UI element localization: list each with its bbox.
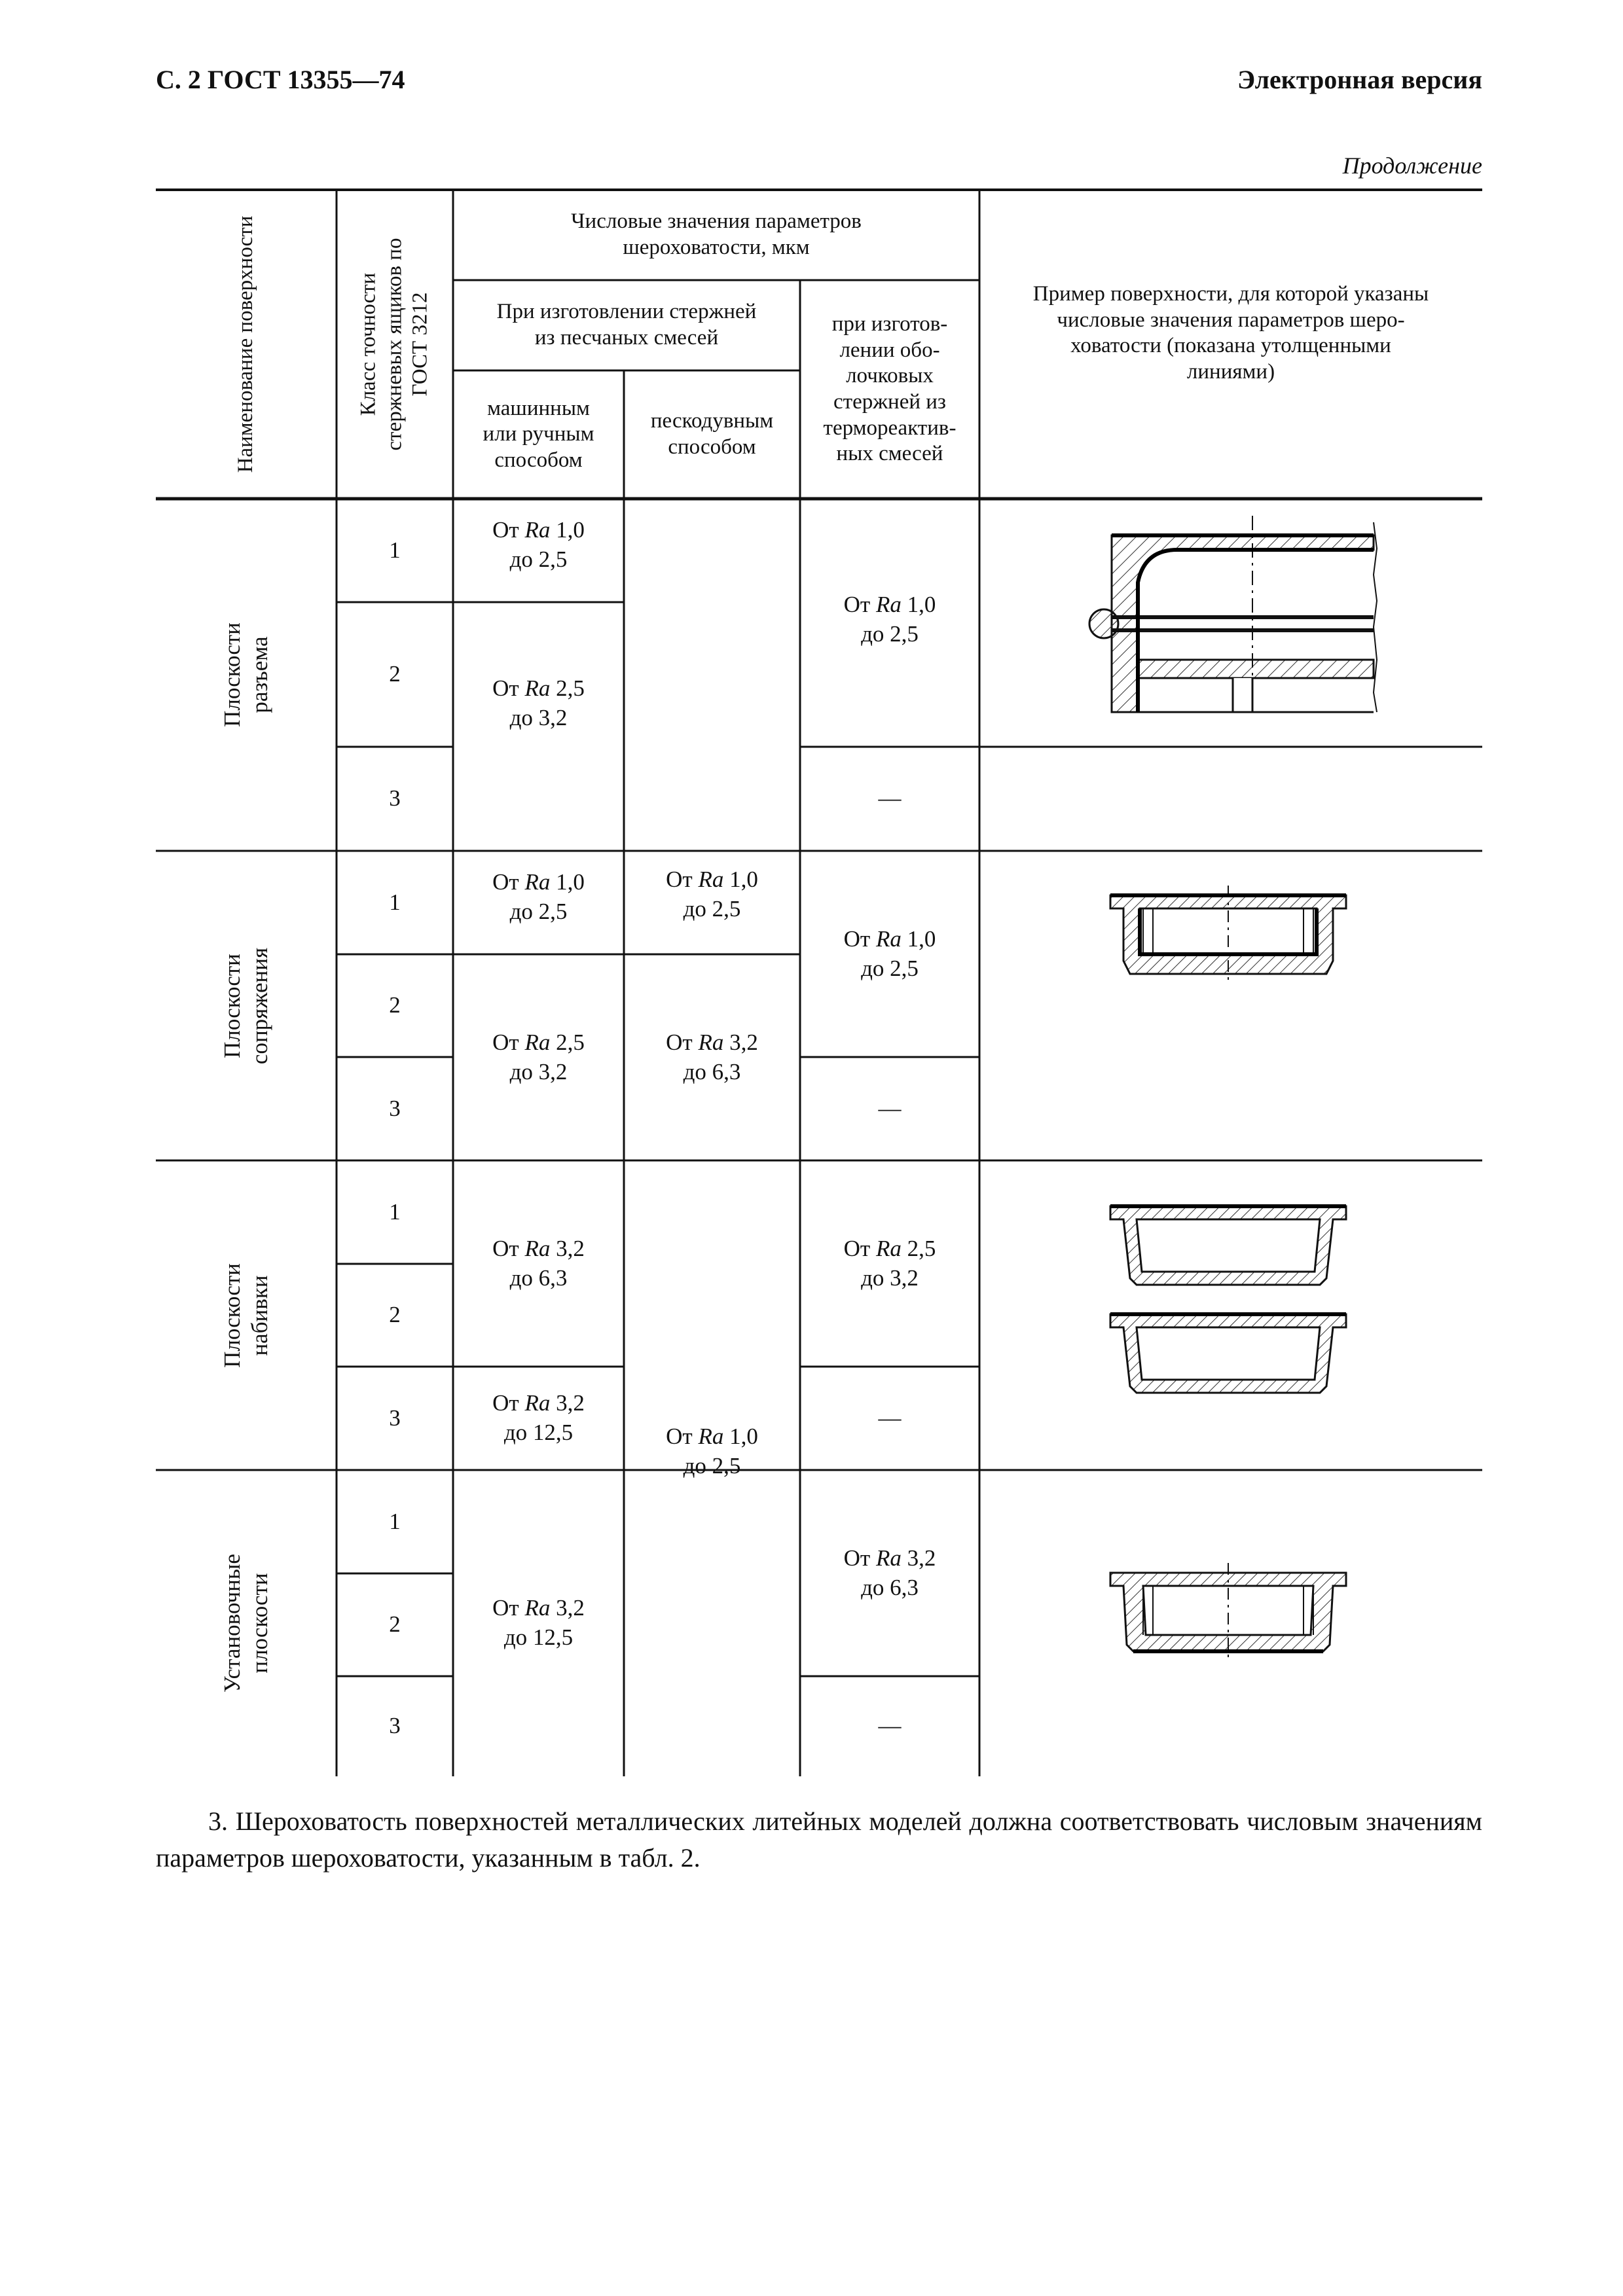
class-number: 1 [389, 1508, 401, 1534]
group-name-setting-text: Установочные плоскости [219, 1554, 272, 1693]
continuation-label: Продолжение [1342, 152, 1482, 179]
value-cell: От Ra 1,0 до 2,5 [843, 592, 936, 647]
page-header-left: С. 2 ГОСТ 13355—74 [156, 65, 405, 94]
header-sand-group: При изготовлении стержней из песчаных смесей [496, 300, 757, 350]
group-name-mating-text: Плоскости сопряжения [219, 947, 272, 1064]
example-drawing-setting-plane [1104, 1560, 1353, 1658]
value-dash: — [878, 1095, 902, 1121]
value-cell: От Ra 2,5 до 3,2 [843, 1235, 936, 1291]
group-name-ramming [156, 1160, 337, 1470]
class-number: 2 [389, 1611, 401, 1638]
value-cell: От Ra 3,2 до 6,3 [843, 1545, 936, 1600]
header-values-group: Числовые значения параметров шероховатости, мкм [571, 209, 862, 259]
value-dash: — [878, 1713, 902, 1739]
value-cell: От Ra 1,0 до 2,5 [666, 1424, 758, 1479]
note-text: 3. Шероховатость поверхностей металлических литейных моделей должна соответствовать числовым значениям параметров шероховатости, указанным в табл. 2. [156, 1806, 1482, 1873]
header-blow: пескодувным способом [650, 409, 774, 459]
class-number: 2 [389, 1302, 401, 1328]
header-machine: машинным или ручным способом [483, 396, 594, 472]
header-surface-name [156, 190, 337, 499]
page-header-right: Электронная версия [1237, 65, 1482, 94]
group-name-split [156, 499, 337, 851]
header-example: Пример поверхности, для которой указаны числовые значения параметров шеро- ховатости (показана утолщенными линиями) [1032, 282, 1429, 384]
value-cell: От Ra 1,0 до 2,5 [492, 517, 585, 572]
example-drawing-mating-plane [1104, 882, 1353, 980]
value-cell: От Ra 1,0 до 2,5 [666, 867, 758, 922]
value-dash: — [878, 785, 902, 812]
class-number: 2 [389, 992, 401, 1018]
value-cell: От Ra 3,2 до 6,3 [492, 1235, 585, 1291]
header-shell: при изготов- лении обо- лочковых стержней из термореактив- ных смесей [823, 312, 957, 466]
class-number: 3 [389, 1713, 401, 1739]
value-cell: От Ra 1,0 до 2,5 [492, 869, 585, 924]
class-number: 3 [389, 1095, 401, 1121]
example-drawing-ramming-plane-bottom [1104, 1308, 1353, 1399]
value-cell: От Ra 3,2 до 12,5 [492, 1595, 585, 1650]
class-number: 1 [389, 537, 401, 563]
class-number: 3 [389, 785, 401, 812]
group-name-setting [156, 1470, 337, 1776]
value-dash: — [878, 1405, 902, 1431]
class-number: 3 [389, 1405, 401, 1431]
group-name-split-text: Плоскости разъема [219, 622, 272, 727]
value-cell: От Ra 3,2 до 6,3 [666, 1029, 758, 1085]
example-drawing-ramming-plane-top [1104, 1200, 1353, 1291]
value-cell: От Ra 2,5 до 3,2 [492, 1029, 585, 1085]
class-number: 2 [389, 661, 401, 687]
value-cell: От Ra 2,5 до 3,2 [492, 675, 585, 730]
header-accuracy-class-text: Класс точности стержневых ящиков по ГОСТ 3212 [356, 238, 432, 451]
note-paragraph [156, 1803, 1482, 1876]
group-name-mating [156, 851, 337, 1160]
header-accuracy-class [337, 190, 453, 499]
header-surface-name-text: Наименование поверхности [234, 215, 258, 473]
roughness-table [156, 188, 1482, 1776]
class-number: 1 [389, 1198, 401, 1225]
group-name-ramming-text: Плоскости набивки [219, 1263, 272, 1368]
value-cell: От Ra 1,0 до 2,5 [843, 925, 936, 981]
class-number: 1 [389, 889, 401, 915]
example-drawing-split-plane [1085, 509, 1393, 719]
value-cell: От Ra 3,2 до 12,5 [492, 1390, 585, 1445]
